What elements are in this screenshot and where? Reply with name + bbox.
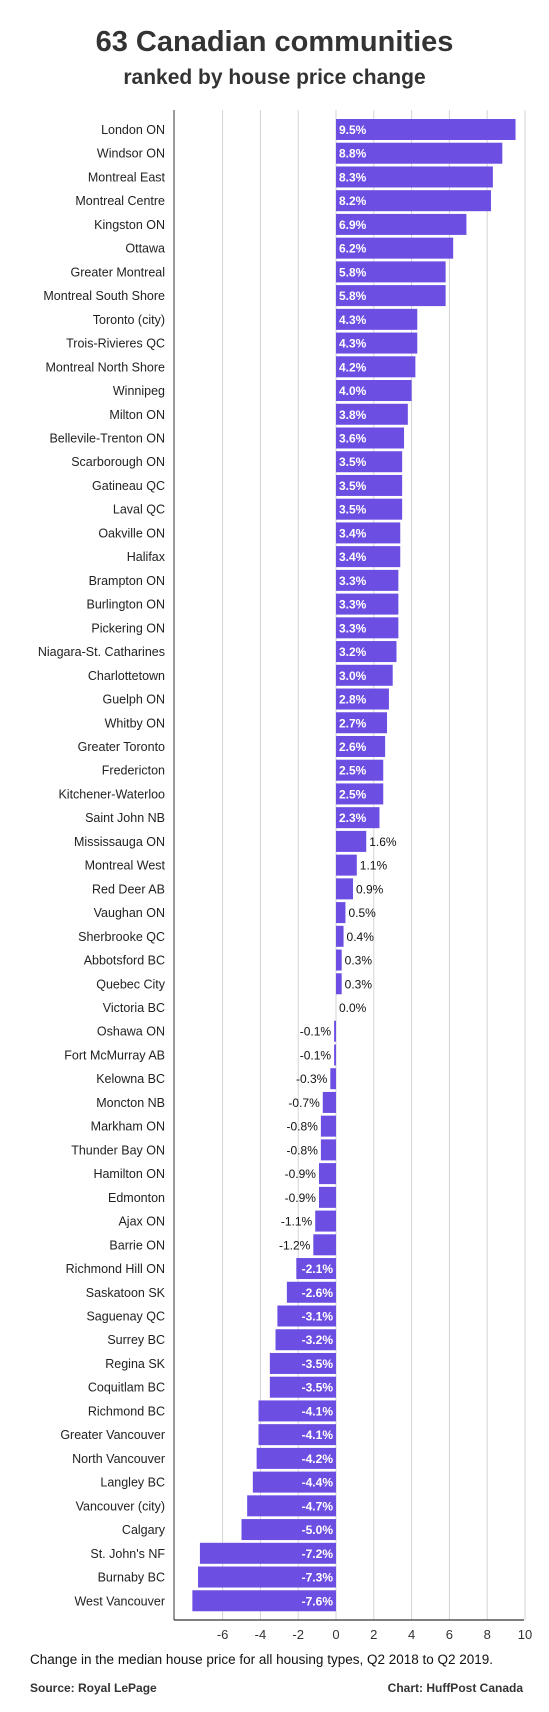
value-label: -7.2%: [301, 1546, 333, 1561]
value-label: -1.2%: [278, 1238, 311, 1253]
value-label: -0.8%: [286, 1143, 318, 1158]
bar: [319, 1163, 336, 1184]
value-label: 3.6%: [339, 431, 367, 446]
category-label: Regina SK: [105, 1356, 165, 1371]
value-label: -4.7%: [301, 1499, 333, 1514]
value-label: 3.4%: [339, 550, 367, 565]
bar: [336, 950, 342, 971]
category-label: Moncton NB: [96, 1095, 165, 1110]
category-label: Vaughan ON: [93, 906, 165, 921]
category-label: Sherbrooke QC: [78, 929, 165, 944]
value-label: -2.6%: [301, 1285, 333, 1300]
category-label: Laval QC: [112, 502, 165, 517]
value-label: 2.3%: [339, 811, 367, 826]
category-label: Montreal West: [84, 858, 165, 873]
bar: [336, 926, 344, 947]
value-label: 3.0%: [339, 668, 367, 683]
value-label: -3.5%: [301, 1380, 333, 1395]
value-label: -3.5%: [301, 1356, 333, 1371]
value-label: 6.9%: [339, 217, 367, 232]
value-label: 3.3%: [339, 621, 367, 636]
category-label: Ajax ON: [118, 1214, 165, 1229]
category-label: Oshawa ON: [96, 1024, 165, 1039]
value-label: 5.8%: [339, 289, 367, 304]
category-label: Langley BC: [100, 1475, 165, 1490]
value-label: 3.5%: [339, 455, 367, 470]
bar: [336, 855, 357, 876]
category-label: Markham ON: [90, 1119, 165, 1134]
bar: [336, 878, 353, 899]
bar: [334, 1044, 336, 1065]
x-tick-label: -6: [216, 1627, 229, 1640]
category-label: Edmonton: [108, 1190, 165, 1205]
category-label: Milton ON: [109, 407, 165, 422]
value-label: 1.6%: [369, 834, 397, 849]
value-label: 3.4%: [339, 526, 367, 541]
value-label: 1.1%: [359, 858, 388, 873]
x-tick-label: -2: [292, 1627, 304, 1640]
value-label: -4.4%: [301, 1475, 333, 1490]
category-label: Montreal Centre: [75, 194, 165, 209]
category-label: Richmond BC: [87, 1404, 165, 1419]
category-label: Trois-Rivieres QC: [66, 336, 165, 351]
category-label: Halifax: [126, 550, 165, 565]
bar: [323, 1092, 336, 1113]
category-label: Greater Montreal: [70, 265, 165, 280]
category-label: Niagara-St. Catharines: [37, 645, 165, 660]
value-label: 9.5%: [339, 123, 367, 137]
x-tick-label: 8: [483, 1627, 491, 1640]
value-label: 8.8%: [339, 146, 367, 161]
value-label: 6.2%: [339, 241, 367, 256]
x-tick-label: 4: [407, 1627, 416, 1640]
value-label: 4.3%: [339, 312, 367, 327]
value-label: 2.5%: [339, 763, 367, 778]
value-label: -3.2%: [301, 1333, 333, 1348]
category-label: Pickering ON: [91, 621, 165, 636]
value-label: -0.7%: [288, 1095, 320, 1110]
category-label: Barrie ON: [109, 1238, 165, 1253]
category-label: Burlington ON: [86, 597, 165, 612]
chart-subtitle: ranked by house price change: [123, 66, 426, 89]
bar: [336, 831, 366, 852]
value-label: 4.2%: [339, 360, 367, 375]
value-label: -0.1%: [299, 1024, 332, 1039]
value-label: 0.4%: [346, 929, 374, 944]
category-label: Vancouver (city): [75, 1499, 165, 1514]
bar: [336, 902, 345, 923]
category-label: Fort McMurray AB: [64, 1048, 165, 1063]
category-label: Bellevile-Trenton ON: [49, 431, 165, 446]
value-label: -4.1%: [301, 1404, 333, 1419]
value-label: 4.3%: [339, 336, 367, 351]
value-label: -0.9%: [284, 1190, 316, 1205]
category-label: Kelowna BC: [96, 1072, 165, 1087]
bar: [330, 1068, 336, 1089]
bar: [319, 1187, 336, 1208]
category-label: Guelph ON: [102, 692, 165, 707]
x-tick-label: 6: [445, 1627, 454, 1640]
category-label: Quebec City: [96, 977, 165, 992]
value-label: 0.3%: [344, 977, 373, 992]
category-label: Fredericton: [101, 763, 165, 778]
value-label: 0.9%: [356, 882, 384, 897]
category-label: Toronto (city): [92, 312, 165, 327]
category-label: Montreal East: [87, 170, 165, 185]
category-label: Calgary: [121, 1523, 165, 1538]
x-tick-label: -4: [254, 1627, 267, 1640]
category-label: Ottawa: [125, 241, 165, 256]
bar: [336, 973, 342, 994]
value-label: -2.1%: [301, 1262, 333, 1277]
value-label: -7.6%: [301, 1594, 333, 1609]
chart-caption: Change in the median house price for all housing types, Q2 2018 to Q2 2019.: [30, 1652, 494, 1667]
category-label: Scarborough ON: [71, 455, 165, 470]
value-label: 3.5%: [339, 478, 367, 493]
category-label: Hamilton ON: [93, 1167, 165, 1182]
value-label: 3.2%: [339, 645, 367, 660]
source-note: Source: Royal LePage: [30, 1681, 157, 1695]
category-label: Brampton ON: [88, 573, 165, 588]
value-label: 2.7%: [339, 716, 367, 731]
value-label: 0.0%: [339, 1001, 367, 1016]
category-label: Greater Vancouver: [60, 1428, 165, 1443]
x-tick-label: 10: [517, 1627, 533, 1640]
value-label: 8.2%: [339, 194, 367, 209]
category-label: Mississauga ON: [74, 834, 165, 849]
x-tick-label: 2: [370, 1627, 378, 1640]
value-label: -1.1%: [280, 1214, 313, 1229]
category-label: Montreal South Shore: [43, 289, 165, 304]
chart-title: 63 Canadian communities: [95, 26, 454, 58]
value-label: -4.2%: [301, 1451, 333, 1466]
category-label: North Vancouver: [72, 1451, 165, 1466]
value-label: -0.9%: [284, 1167, 316, 1182]
category-label: Kingston ON: [94, 217, 165, 232]
value-label: -3.1%: [301, 1309, 333, 1324]
value-label: 4.0%: [339, 384, 367, 399]
category-label: Charlottetown: [87, 668, 165, 683]
value-label: 2.6%: [339, 739, 367, 754]
bar: [321, 1116, 336, 1137]
category-label: Saint John NB: [85, 811, 165, 826]
x-tick-label: 0: [332, 1627, 340, 1640]
category-label: St. John's NF: [90, 1546, 165, 1561]
category-label: Saskatoon SK: [85, 1285, 165, 1300]
category-label: Thunder Bay ON: [71, 1143, 165, 1158]
category-label: Surrey BC: [107, 1333, 165, 1348]
category-label: Winnipeg: [112, 384, 165, 399]
category-label: Kitchener-Waterloo: [58, 787, 165, 802]
value-label: 5.8%: [339, 265, 367, 280]
category-label: Oakville ON: [98, 526, 165, 541]
value-label: -5.0%: [301, 1523, 333, 1538]
value-label: 3.5%: [339, 502, 367, 517]
value-label: 3.8%: [339, 407, 367, 422]
value-label: 3.3%: [339, 597, 367, 612]
category-label: Burnaby BC: [97, 1570, 165, 1585]
category-label: London ON: [101, 123, 165, 137]
category-label: Richmond Hill ON: [65, 1262, 165, 1277]
bar: [315, 1211, 336, 1232]
category-label: Greater Toronto: [77, 739, 165, 754]
category-label: Abbotsford BC: [83, 953, 165, 968]
value-label: -0.3%: [295, 1072, 328, 1087]
bar: [313, 1234, 336, 1255]
bar: [321, 1139, 336, 1160]
chart-credit: Chart: HuffPost Canada: [387, 1681, 523, 1695]
bar: [334, 1021, 336, 1042]
category-label: Red Deer AB: [92, 882, 165, 897]
category-label: Montreal North Shore: [45, 360, 165, 375]
category-label: Windsor ON: [96, 146, 165, 161]
category-label: Victoria BC: [102, 1001, 165, 1016]
category-label: West Vancouver: [74, 1594, 165, 1609]
value-label: -7.3%: [301, 1570, 333, 1585]
value-label: 0.3%: [344, 953, 373, 968]
category-label: Coquitlam BC: [87, 1380, 165, 1395]
value-label: 2.8%: [339, 692, 367, 707]
value-label: -0.8%: [286, 1119, 318, 1134]
category-label: Whitby ON: [104, 716, 165, 731]
value-label: 0.5%: [348, 906, 376, 921]
category-label: Gatineau QC: [92, 478, 165, 493]
value-label: -0.1%: [299, 1048, 332, 1063]
value-label: 8.3%: [339, 170, 367, 185]
category-label: Saguenay QC: [86, 1309, 165, 1324]
value-label: 2.5%: [339, 787, 367, 802]
value-label: -4.1%: [301, 1428, 333, 1443]
value-label: 3.3%: [339, 573, 367, 588]
